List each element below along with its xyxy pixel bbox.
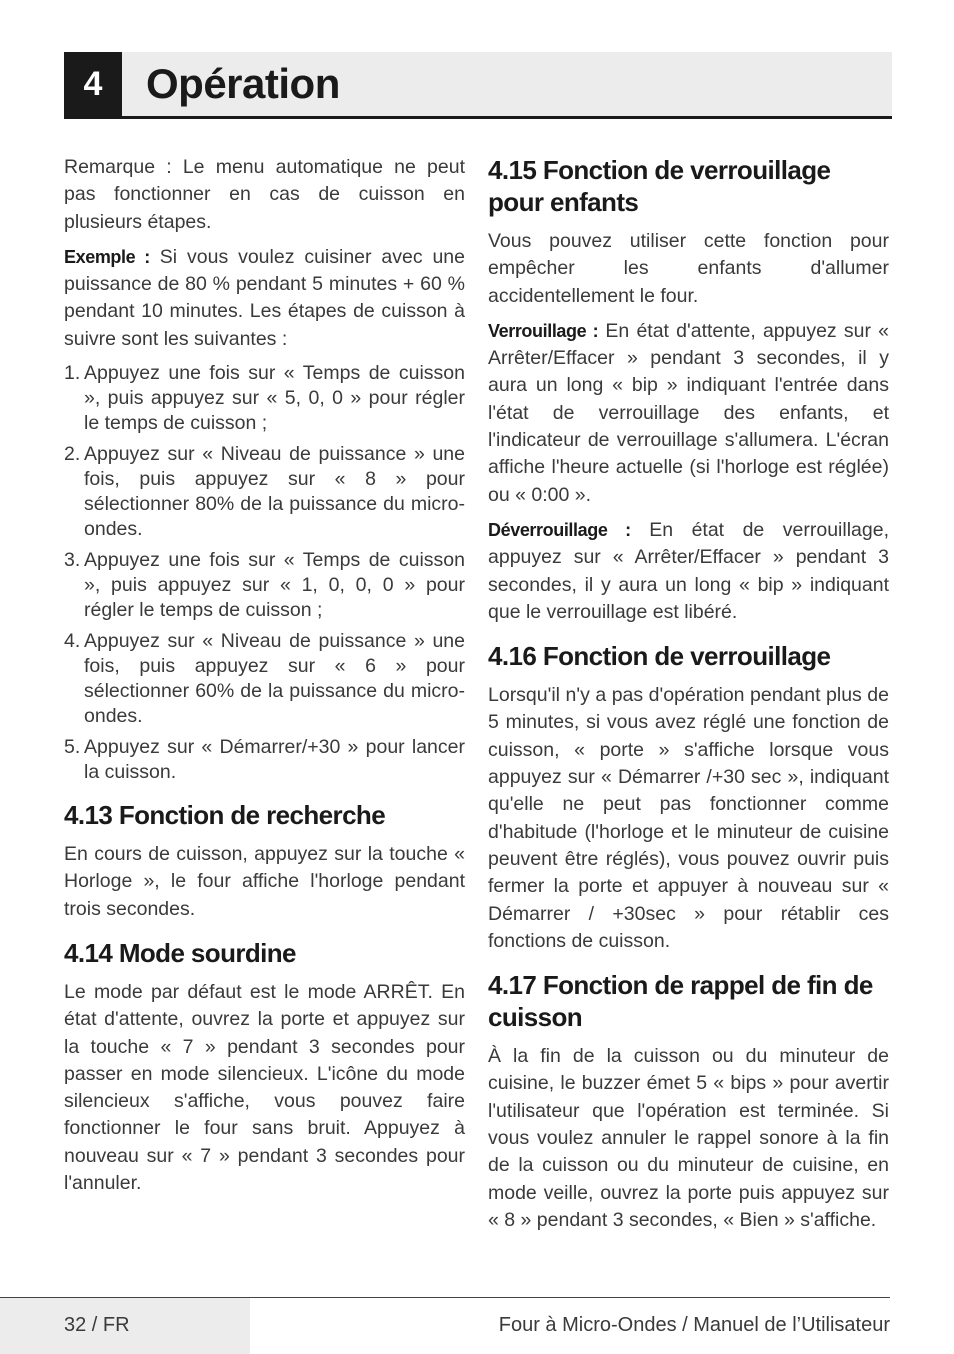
section-intro-4-15: Vous pouvez utiliser cette fonction pour empêcher les enfants d'allumer accidentellement le four. [488,230,889,307]
section-title-4-17: 4.17 Fonction de rappel de fin de cuisson [488,970,873,1033]
list-item [64,361,465,436]
chapter-number: 4 [64,52,122,116]
section-title-4-14: 4.14 Mode sourdine [64,937,296,968]
step-text: Appuyez sur « Niveau de puissance » une fois, puis appuyez sur « 6 » pour sélectionner 60% de la puissance du micro-ondes. [84,630,465,728]
section-text-4-17: À la fin de la cuisson ou du minuteur de cuisine, le buzzer émet 5 « bips » pour avertir l'utilisateur que l'opération est terminée. Si vous voulez annuler le rappel sonore à la fin de la cuisson ou du minuteur de cuisine, en mode veille, ouvrez la porte puis appuyez sur « 8 » pendant 3 secondes, « Bien » s'affiche. [488,1045,889,1231]
unlock-text: En état de verrouillage, appuyez sur « Arrêter/Effacer » pendant 3 secondes, il y aura un long « bip » indiquant que le verrouillage est libéré. [488,518,889,623]
step-text: Appuyez une fois sur « Temps de cuisson », puis appuyez sur « 5, 0, 0 » pour régler le temps de cuisson ; [84,362,465,435]
note-paragraph: Remarque : Le menu automatique ne peut pas fonctionner en cas de cuisson en plusieurs étapes. [64,156,465,233]
list-item [64,629,465,729]
step-number: 4. [64,630,81,653]
footer-document-title: Four à Micro-Ondes / Manuel de l’Utilisateur [498,1314,890,1336]
footer-divider [0,1297,890,1298]
example-paragraph [64,244,465,353]
steps-list [64,361,465,785]
list-item [64,442,465,542]
list-item [64,548,465,623]
chapter-title: Opération [146,60,340,107]
lock-label: Verrouillage : [488,320,599,341]
list-item [64,735,465,785]
example-text: Si vous voulez cuisiner avec une puissance de 80 % pendant 5 minutes + 60 % pendant 10 minutes. Les étapes de cuisson à suivre sont les suivantes : [64,245,465,350]
section-text-4-14: Le mode par défaut est le mode ARRÊT. En état d'attente, ouvrez la porte et appuyez sur la touche « 7 » pendant 3 secondes pour passer en mode silencieux. L'icône du mode silencieux s'affiche, vous pouvez faire fonctionner le four sans bruit. Appuyez à nouveau sur « 7 » pendant 3 secondes pour l'annuler. [64,980,465,1195]
step-text: Appuyez sur « Démarrer/+30 » pour lancer la cuisson. [84,736,465,784]
right-column [488,154,889,1242]
example-label: Exemple : [64,246,150,267]
chapter-header [64,52,892,119]
step-number: 5. [64,736,81,759]
section-title-4-16: 4.16 Fonction de verrouillage [488,641,831,672]
step-number: 1. [64,362,81,385]
step-number: 2. [64,443,81,466]
left-column [64,154,465,1205]
unlock-label: Déverrouillage : [488,519,631,540]
section-text-4-13: En cours de cuisson, appuyez sur la touche « Horloge », le four affiche l'horloge pendant trois secondes. [64,843,465,920]
section-title-4-13: 4.13 Fonction de recherche [64,800,386,831]
lock-paragraph [488,318,889,509]
section-text-4-16: Lorsqu'il n'y a pas d'opération pendant plus de 5 minutes, si vous avez réglé une fonction de cuisson, « porte » s'affiche lorsque vous appuyez sur « Démarrer /+30 sec », indiquant qu'elle ne peut pas fonctionner comme d'habitude (l'horloge et le minuteur de cuisine peuvent être réglés), vous pouvez ouvrir puis fermer la porte et appuyer à nouveau sur « Démarrer / +30sec » pour rétablir ces fonctions de cuisson. [488,684,889,952]
section-title-4-15: 4.15 Fonction de verrouillage pour enfants [488,155,831,217]
step-number: 3. [64,549,81,572]
unlock-paragraph [488,517,889,626]
footer-page-number: 32 / FR [64,1314,130,1336]
step-text: Appuyez une fois sur « Temps de cuisson », puis appuyez sur « 1, 0, 0, 0 » pour régler le temps de cuisson ; [84,549,465,622]
step-text: Appuyez sur « Niveau de puissance » une fois, puis appuyez sur « 8 » pour sélectionner 80% de la puissance du micro-ondes. [84,443,465,541]
lock-text: En état d'attente, appuyez sur « Arrêter/Effacer » pendant 3 secondes, il y aura un long « bip » indiquant l'entrée dans l'état de verrouillage des enfants, et l'indicateur de verrouillage s'allumera. L'écran affiche l'heure actuelle (si l'horloge est réglée) ou « 0:00 ». [488,319,889,506]
